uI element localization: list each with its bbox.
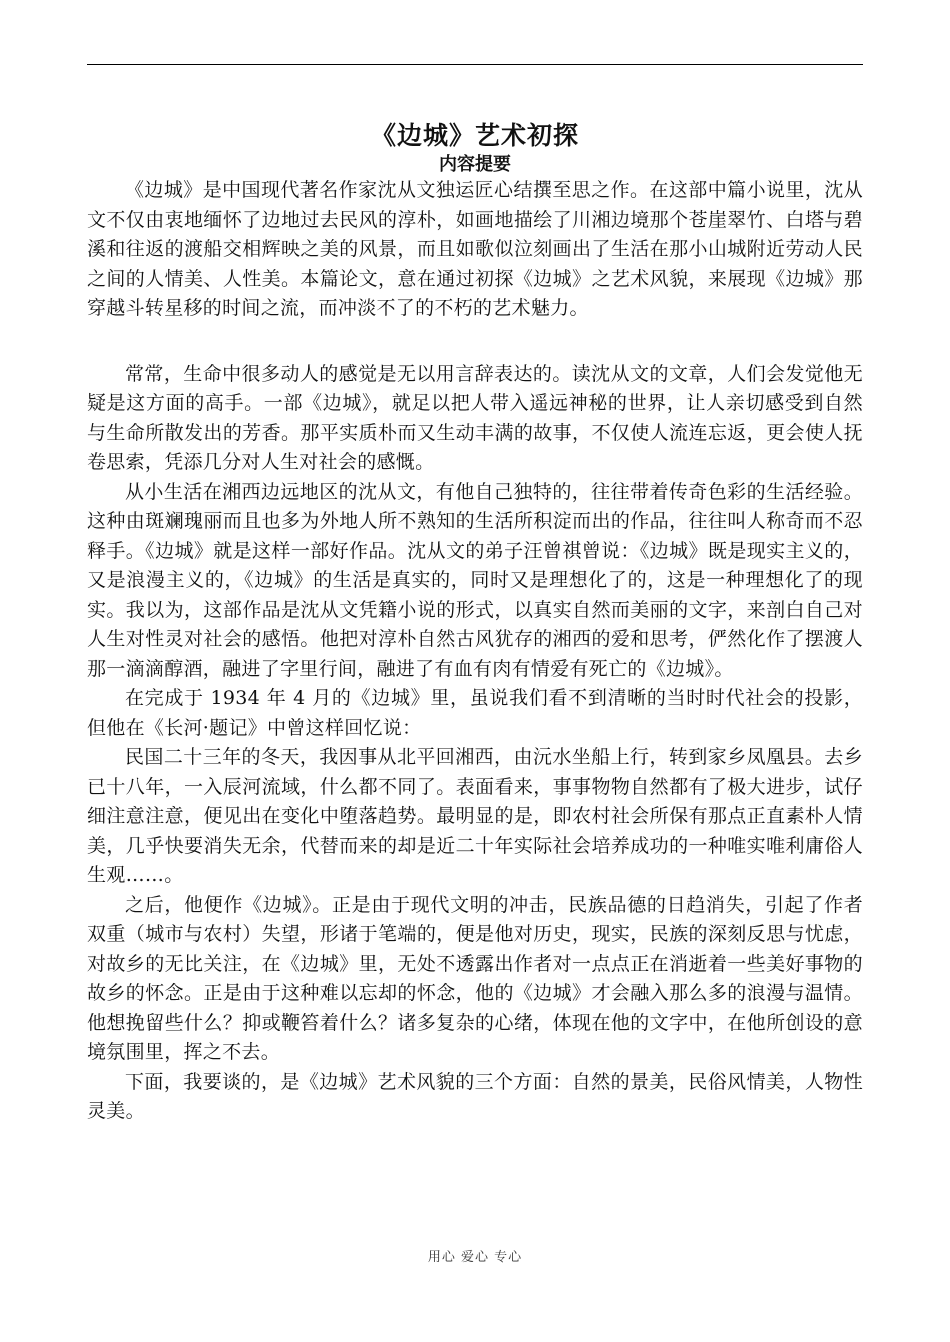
document-body [87,118,863,1127]
header-rule [87,64,863,65]
body-paragraph-1: 常常，生命中很多动人的感觉是无以用言辞表达的。读沈从文的文章，人们会发觉他无疑是这方面的高手。一部《边城》，就足以把人带入遥远神秘的世界，让人亲切感受到自然与生命所散发出的芳香。那平实质朴而又生动丰满的故事，不仅使人流连忘返，更会使人抚卷思索，凭添几分对人生对社会的感慨。 [87,362,863,473]
page-footer: 用心 爱心 专心 [427,1250,523,1265]
quoted-paragraph: 民国二十三年的冬天，我因事从北平回湘西，由沅水坐船上行，转到家乡凤凰县。去乡已十八年，一入辰河流域，什么都不同了。表面看来，事事物物自然都有了极大进步，试仔细注意注意，便见出在变化中堕落趋势。最明显的是，即农村社会所保有那点正直素朴人情美，几乎快要消失无余，代替而来的却是近二十年实际社会培养成功的一种唯实唯利庸俗人生观……。 [87,746,863,886]
body-paragraph-6: 下面，我要谈的，是《边城》艺术风貌的三个方面：自然的景美，民俗风情美，人物性灵美。 [87,1070,863,1122]
body-paragraph-3: 在完成于 1934 年 4 月的《边城》里，虽说我们看不到清晰的当时时代社会的投影，但他在《长河·题记》中曾这样回忆说： [87,687,863,739]
abstract-paragraph: 《边城》是中国现代著名作家沈从文独运匠心结撰至思之作。在这部中篇小说里，沈从文不仅由衷地缅怀了边地过去民风的淳朴，如画地描绘了川湘边境那个苍崖翠竹、白塔与碧溪和往返的渡船交相辉映之美的风景，而且如歌似泣刻画出了生活在那小山城附近劳动人民之间的人情美、人性美。本篇论文，意在通过初探《边城》之艺术风貌，来展现《边城》那穿越斗转星移的时间之流，而冲淡不了的不朽的艺术魅力。 [87,179,863,319]
section-spacer [87,324,863,360]
body-paragraph-5: 之后，他便作《边城》。正是由于现代文明的冲击，民族品德的日趋消失，引起了作者双重（城市与农村）失望，形诸于笔端的，便是他对历史，现实，民族的深刻反思与忧虑，对故乡的无比关注，在《边城》里，无处不透露出作者对一点点正在消逝着一些美好事物的故乡的怀念。正是由于这种难以忘却的怀念，他的《边城》才会融入那么多的浪漫与温情。他想挽留些什么？抑或鞭笞着什么？诸多复杂的心绪，体现在他的文字中，在他所创设的意境氛围里，挥之不去。 [87,893,863,1063]
body-paragraph-2: 从小生活在湘西边远地区的沈从文，有他自己独特的，往往带着传奇色彩的生活经验。这种由斑斓瑰丽而且也多为外地人所不熟知的生活所积淀而出的作品，往往叫人称奇而不忍释手。《边城》就是这样一部好作品。沈从文的弟子汪曾祺曾说：《边城》既是现实主义的，又是浪漫主义的，《边城》的生活是真实的，同时又是理想化了的，这是一种理想化了的现实。我以为，这部作品是沈从文凭籍小说的形式，以真实自然而美丽的文字，来剖白自己对人生对性灵对社会的感悟。他把对淳朴自然古风犹存的湘西的爱和思考，俨然化作了摆渡人那一滴滴醇酒，融进了字里行间，融进了有血有肉有情爱有死亡的《边城》。 [87,480,863,680]
abstract-heading: 内容提要 [439,154,511,175]
document-title: 《边城》艺术初探 [370,121,579,150]
